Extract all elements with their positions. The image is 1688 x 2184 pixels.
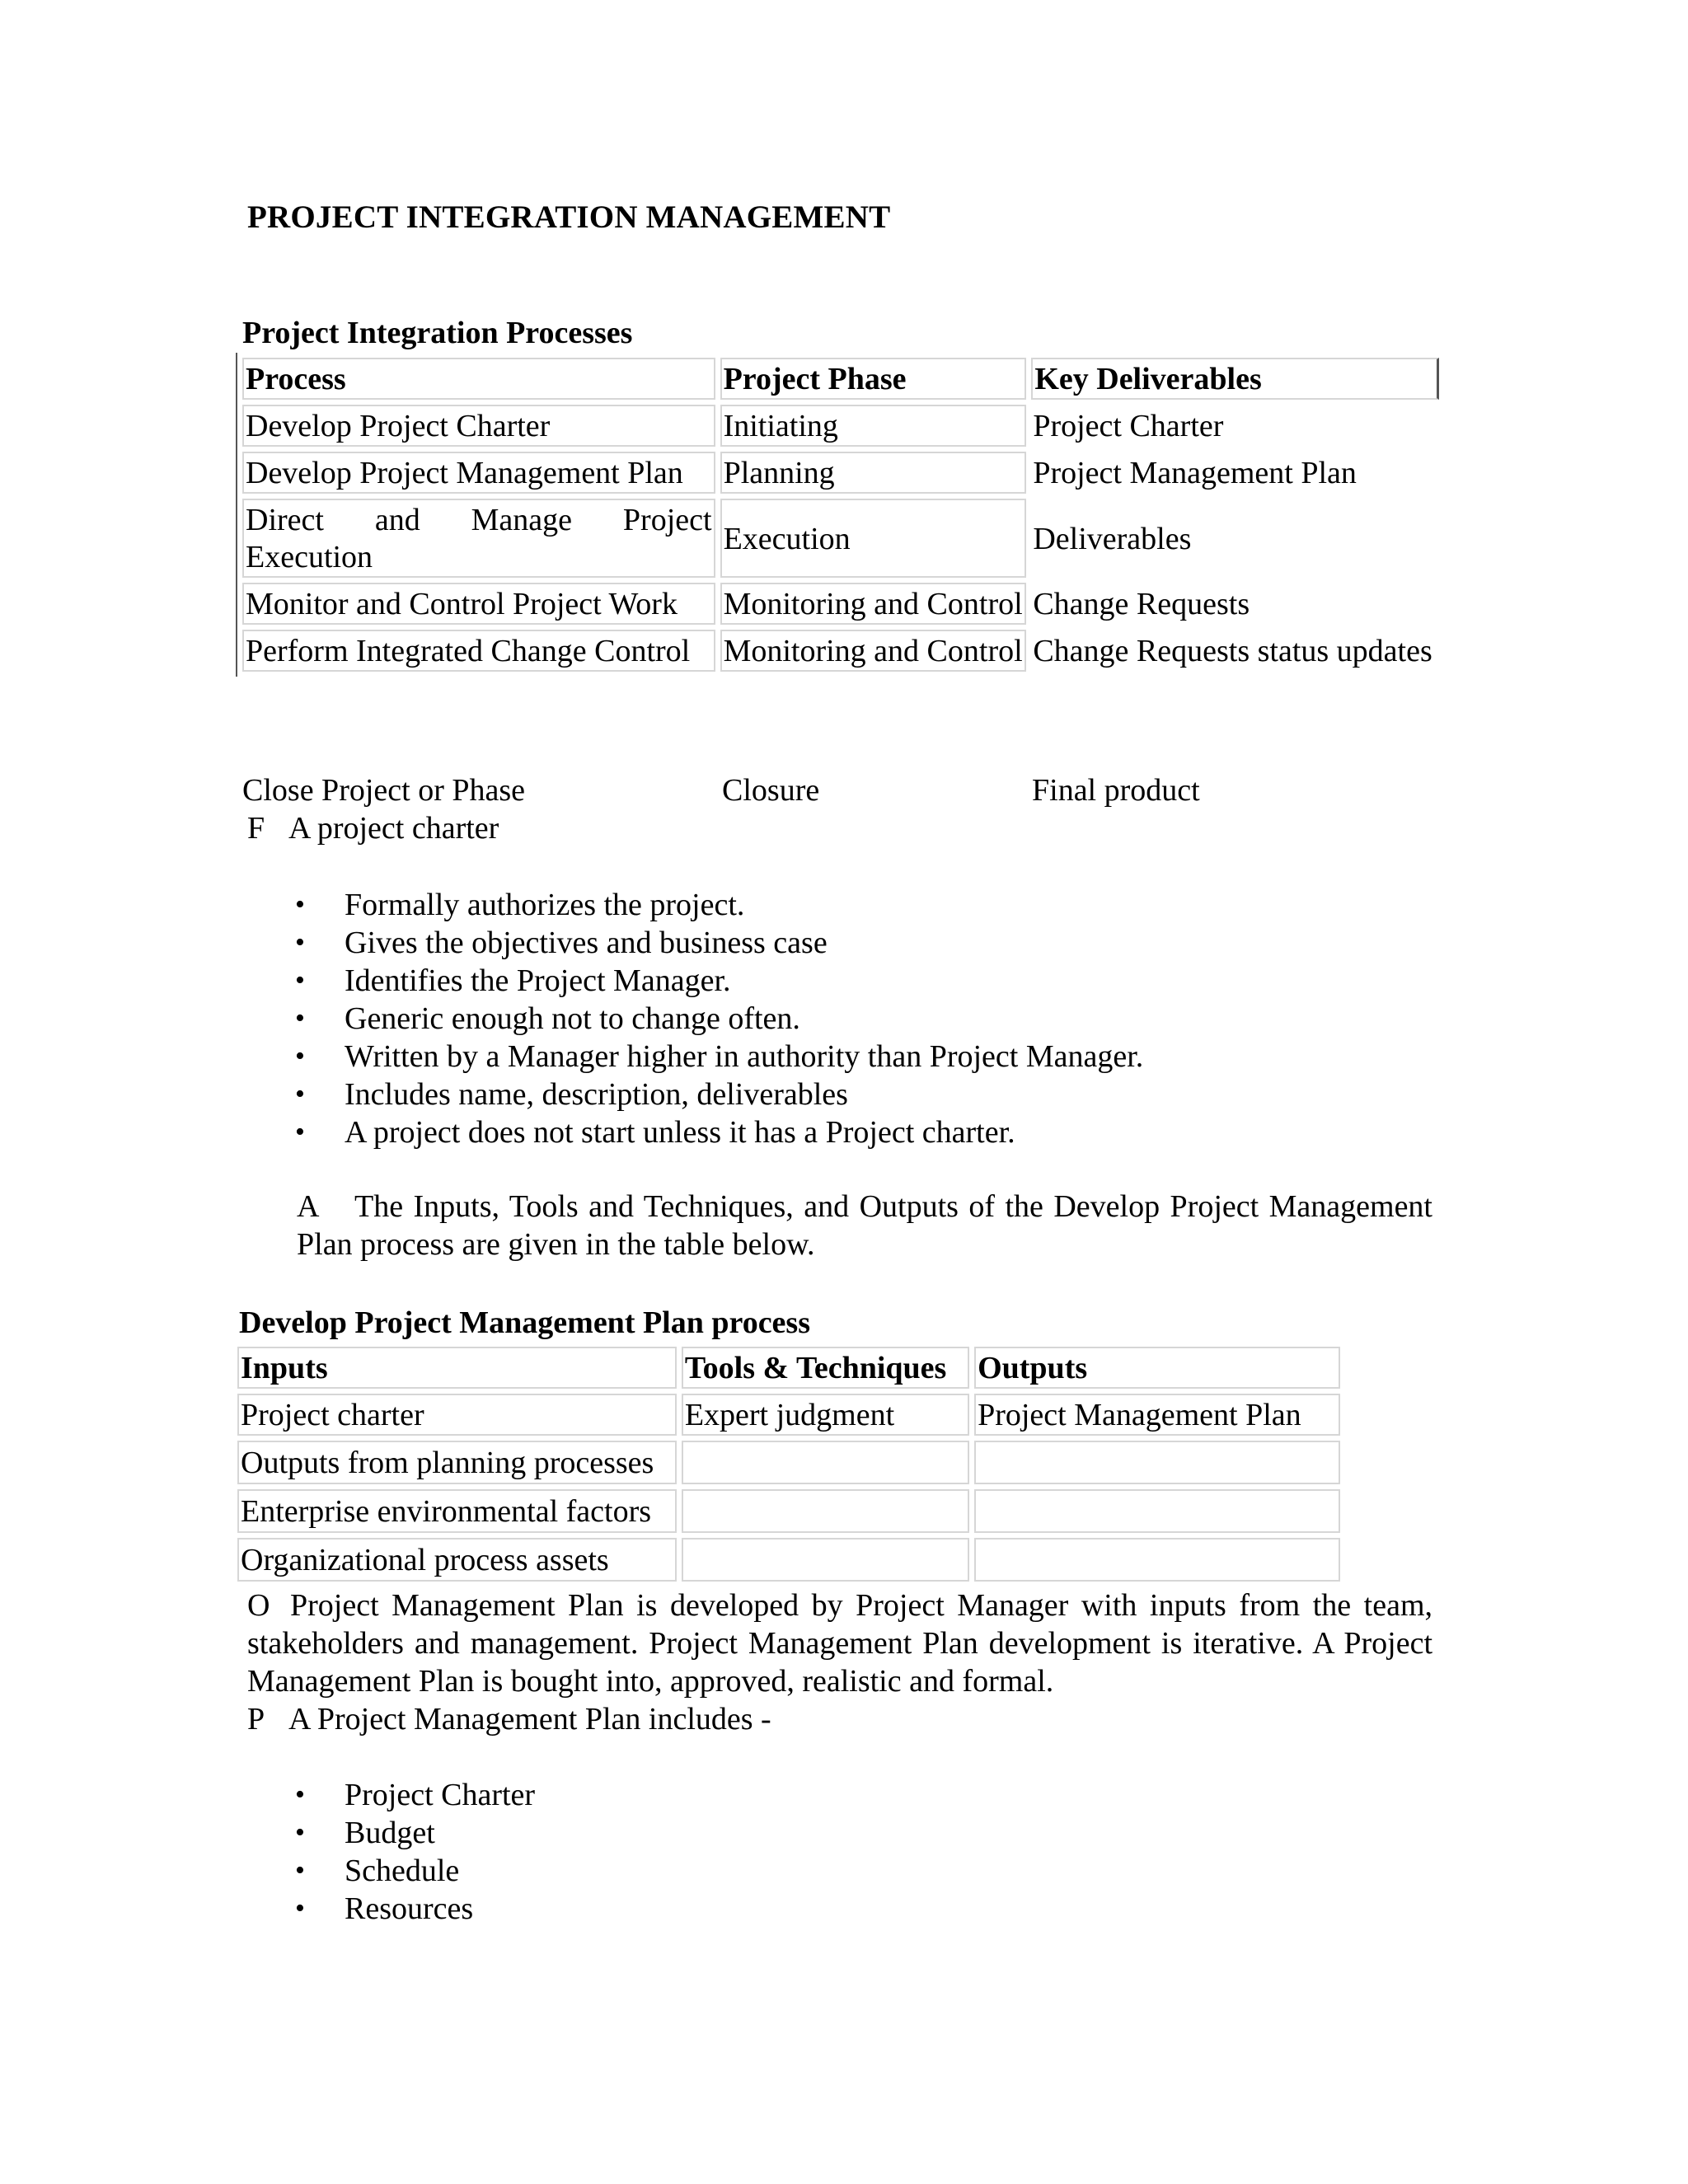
list-item: • Project Charter: [295, 1776, 535, 1814]
list-item: • Resources: [295, 1890, 535, 1928]
charter-intro: [247, 809, 499, 847]
pmp-includes-text: A Project Management Plan includes -: [288, 1702, 771, 1736]
table-cell: Monitoring and Control: [720, 583, 1027, 625]
table-cell: [682, 1489, 969, 1533]
page-title: PROJECT INTEGRATION MANAGEMENT: [247, 199, 891, 235]
table-header-row: [242, 358, 1439, 400]
table-cell: Enterprise environmental factors: [237, 1489, 677, 1533]
table-cell: Outputs from planning processes: [237, 1441, 677, 1484]
list-item: • Identifies the Project Manager.: [295, 962, 1143, 1000]
list-item: • Includes name, description, deliverables: [295, 1076, 1143, 1113]
list-item: • Gives the objectives and business case: [295, 924, 1143, 962]
table1-caption: Project Integration Processes: [242, 316, 633, 350]
table-cell: Monitoring and Control: [720, 630, 1027, 672]
table-cell: Monitor and Control Project Work: [242, 583, 715, 625]
table-cell: Project Charter: [1033, 409, 1224, 443]
table-cell: Change Requests: [1033, 587, 1250, 621]
table-cell: Project Management Plan: [974, 1394, 1340, 1436]
table-cell: Change Requests status updates: [1033, 634, 1432, 668]
table-cell: Direct and Manage Project Execution: [242, 499, 715, 578]
column-header: Tools & Techniques: [682, 1347, 969, 1389]
table-row: [242, 452, 1439, 494]
table-row: [242, 499, 1439, 578]
table-cell: Develop Project Management Plan: [242, 452, 715, 494]
table-cell: Close Project or Phase: [242, 773, 526, 808]
table-cell: [682, 1441, 969, 1484]
table-cell: Final product: [1032, 773, 1200, 808]
column-header: Project Phase: [720, 358, 1027, 400]
charter-intro-text: A project charter: [288, 811, 499, 846]
table-cell: Deliverables: [1033, 521, 1192, 556]
pmp-bullet-list: [295, 1776, 535, 1928]
table2-caption: Develop Project Management Plan process: [239, 1305, 810, 1340]
table-cell: Initiating: [720, 405, 1027, 447]
table-cell: [974, 1489, 1340, 1533]
table-cell: Execution: [720, 499, 1027, 578]
column-header: Key Deliverables: [1031, 358, 1439, 400]
table-header-row: [237, 1347, 1340, 1389]
table-cell: Expert judgment: [682, 1394, 969, 1436]
glyph-marker: P: [247, 1702, 265, 1736]
list-item: • A project does not start unless it has a Project charter.: [295, 1113, 1143, 1151]
glyph-marker: O: [247, 1588, 270, 1623]
table-row: [237, 1394, 1340, 1436]
table-row: [237, 1489, 1340, 1533]
pmp-note: [247, 1586, 1432, 1700]
column-header: Process: [242, 358, 715, 400]
table-row: [242, 630, 1439, 672]
list-item: • Schedule: [295, 1852, 535, 1890]
pmp-note-text: Project Management Plan is developed by Project Manager with inputs from the team, stakeholders and management. Project Management Plan development is iterative. A Project Management Plan is bought into, approved, realistic and formal.: [247, 1588, 1432, 1699]
table-cell: Develop Project Charter: [242, 405, 715, 447]
table-cell: [682, 1538, 969, 1582]
table-row: [237, 1538, 1340, 1582]
table-cell: Planning: [720, 452, 1027, 494]
table-cell: [974, 1538, 1340, 1582]
process-table: [236, 353, 1444, 677]
list-item: • Budget: [295, 1814, 535, 1852]
list-item: • Written by a Manager higher in authority than Project Manager.: [295, 1038, 1143, 1076]
table-cell: Perform Integrated Change Control: [242, 630, 715, 672]
table-cell: Closure: [722, 773, 820, 808]
pmp-includes-intro: [247, 1700, 771, 1738]
ito-note: [297, 1188, 1432, 1263]
charter-bullet-list: [295, 886, 1143, 1151]
table-row: [242, 405, 1439, 447]
table-cell: Project Management Plan: [1033, 456, 1357, 490]
develop-pmp-table: [232, 1342, 1345, 1586]
list-item: • Formally authorizes the project.: [295, 886, 1143, 924]
table-row: [237, 1441, 1340, 1484]
table-cell: [974, 1441, 1340, 1484]
column-header: Inputs: [237, 1347, 677, 1389]
table-cell: Project charter: [237, 1394, 677, 1436]
table-cell: Organizational process assets: [237, 1538, 677, 1582]
ito-note-text: The Inputs, Tools and Techniques, and Outputs of the Develop Project Management Plan process are given in the table below.: [297, 1189, 1432, 1262]
glyph-marker: A: [297, 1189, 320, 1224]
list-item: • Generic enough not to change often.: [295, 1000, 1143, 1038]
table-row: [242, 583, 1439, 625]
column-header: Outputs: [974, 1347, 1340, 1389]
glyph-marker: F: [247, 811, 265, 846]
